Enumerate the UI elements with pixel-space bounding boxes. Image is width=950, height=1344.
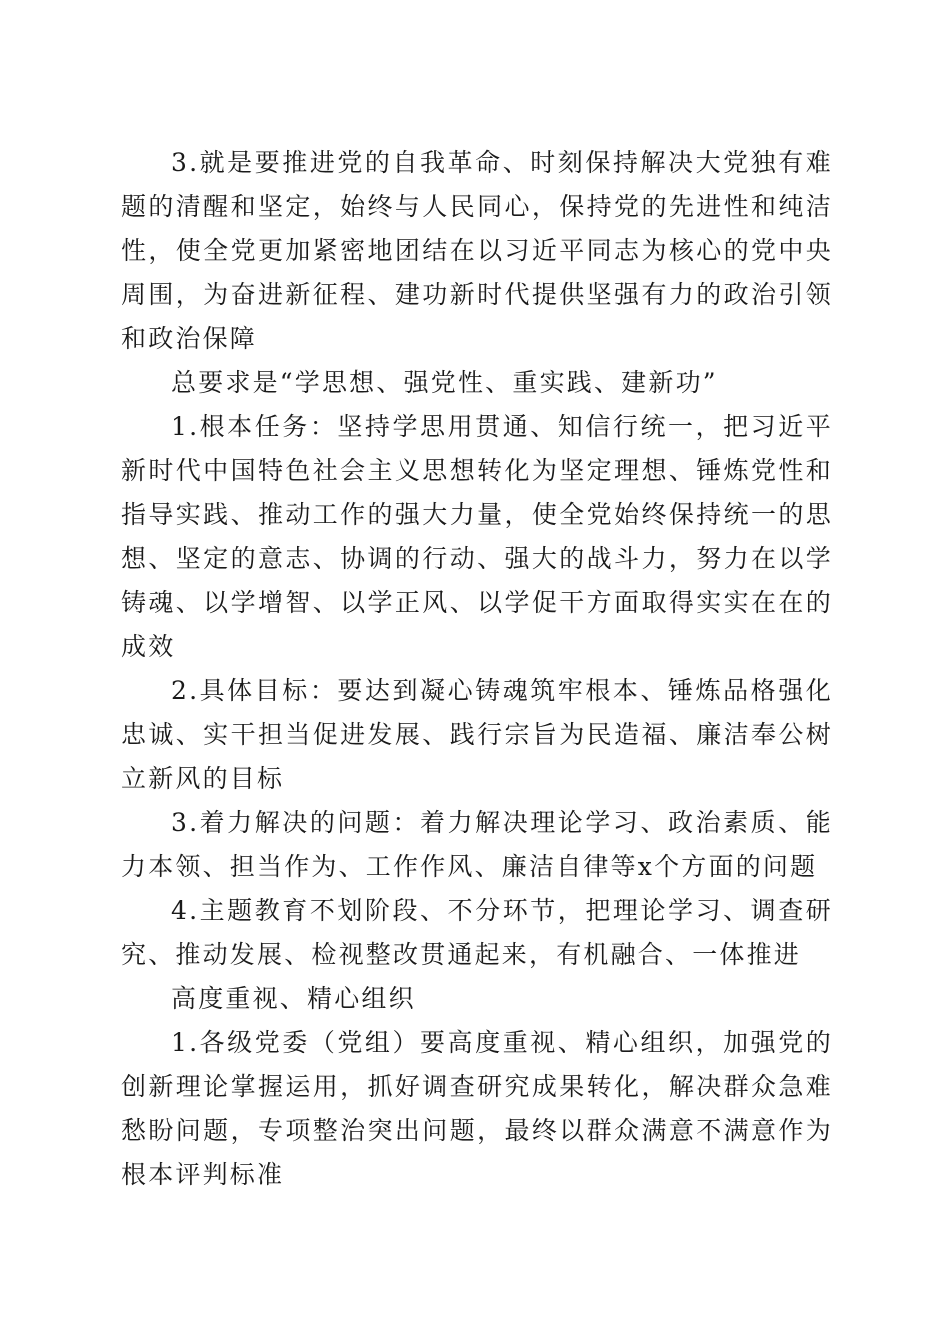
document-body [121, 141, 833, 1197]
paragraph-party-committees: 1.各级党委（党组）要高度重视、精心组织，加强党的创新理论掌握运用，抓好调查研究成果转化，解决群众急难愁盼问题，专项整治突出问题，最终以群众满意不满意作为根本评判标准 [121, 1028, 833, 1189]
paragraph-problems-to-solve: 3.着力解决的问题：着力解决理论学习、政治素质、能力本领、担当作为、工作作风、廉洁自律等x个方面的问题 [121, 808, 833, 881]
paragraph-general-requirement: 总要求是“学思想、强党性、重实践、建新功” [171, 368, 718, 397]
paragraph-no-phases: 4.主题教育不划阶段、不分环节，把理论学习、调查研究、推动发展、检视整改贯通起来，有机融合、一体推进 [121, 896, 833, 969]
paragraph-fundamental-task: 1.根本任务：坚持学思用贯通、知信行统一，把习近平新时代中国特色社会主义思想转化为坚定理想、锤炼党性和指导实践、推动工作的强大力量，使全党始终保持统一的思想、坚定的意志、协调的行动、强大的战斗力，努力在以学铸魂、以学增智、以学正风、以学促干方面取得实实在在的成效 [121, 412, 833, 661]
paragraph-specific-goals: 2.具体目标：要达到凝心铸魂筑牢根本、锤炼品格强化忠诚、实干担当促进发展、践行宗旨为民造福、廉洁奉公树立新风的目标 [121, 676, 833, 793]
paragraph-self-revolution: 3.就是要推进党的自我革命、时刻保持解决大党独有难题的清醒和坚定，始终与人民同心，保持党的先进性和纯洁性，使全党更加紧密地团结在以习近平同志为核心的党中央周围，为奋进新征程、建功新时代提供坚强有力的政治引领和政治保障 [121, 148, 833, 353]
paragraph-heading-organization: 高度重视、精心组织 [171, 984, 416, 1013]
